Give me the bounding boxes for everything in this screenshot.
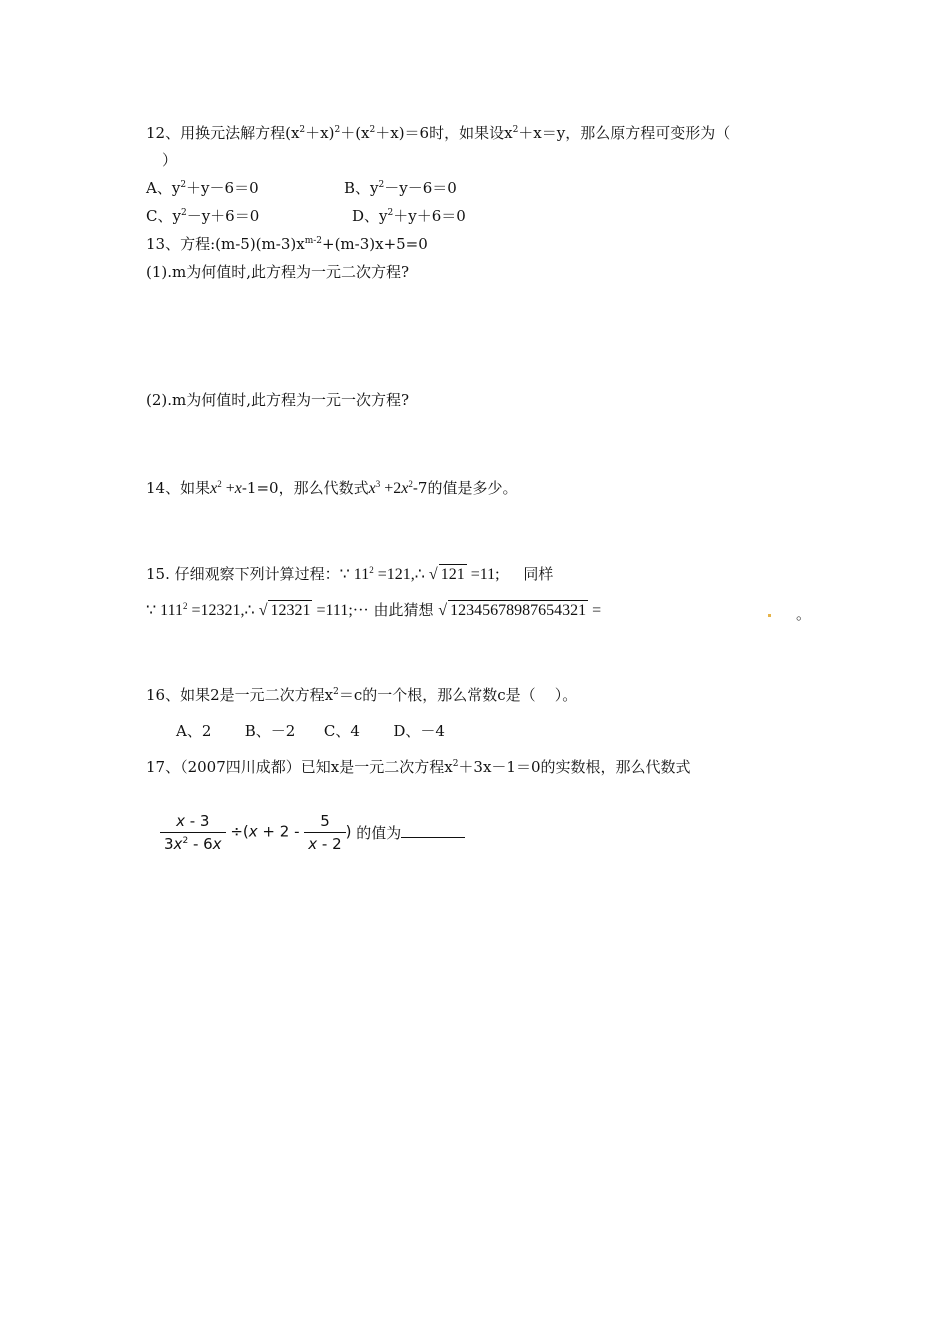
q13-part2: (2).m为何值时,此方程为一元一次方程? [146,391,410,409]
q17-stem: 17、（2007四川成都）已知x是一元二次方程$x^2+3x-1=0$的实数根，那么代数式 [146,758,691,776]
q12-stem: 12、用换元法解方程$(x^2+x)^2+(x^2+x)=6$时，如果设$x^2+x=y$，那么原方程可变形为（ [146,124,731,142]
answer-blank[interactable] [401,823,465,838]
q14-text: 14、如果$x^2 +x-1=0$，那么代数式$x^3 +2x^2-7$的值是多少。 [146,479,518,497]
fraction-left: $\frac{x - 3}{3x^2 - 6x}$ [160,812,226,853]
q17-expression: $\frac{x - 3}{3x^2 - 6x}$ ÷(x + 2 - $\frac{5}{x - 2}$ ) 的值为 [160,812,465,853]
q12-option-c: C、$y^2-y+6=0$ [146,207,260,225]
stray-mark [768,614,771,617]
q15-end: 。 [796,605,812,623]
q15-line1: 15. 仔细观察下列计算过程：∵ $11^2$ =121,∴ √ 121 =11; 同样 [146,565,554,583]
fraction-inner: $\frac{5}{x - 2}$ [304,812,345,853]
q13-part1: (1).m为何值时,此方程为一元二次方程? [146,263,410,281]
q16-stem: 16、如果2是一元二次方程$x^2=c$的一个根，那么常数c是（ ）。 [146,686,578,704]
q12-option-b: B、$y^2-y-6=0$ [344,179,457,197]
q15-line2: ∵ $111^2$ =12321,∴ √ 12321 =111;··· 由此猜想 √ 12345678987654321 = [146,601,602,619]
q12-option-d: D、$y^2+y+6=0$ [352,207,466,225]
q12-close-paren: ） [162,151,178,169]
q12-option-a: A、$y^2+y-6=0$ [146,179,259,197]
q13-stem: 13、方程$:(m-5)(m-3)x^{m-2}+(m-3)x+5=0$ [146,235,428,253]
q16-options: A、2 B、－2 C、4 D、－4 [176,722,445,740]
